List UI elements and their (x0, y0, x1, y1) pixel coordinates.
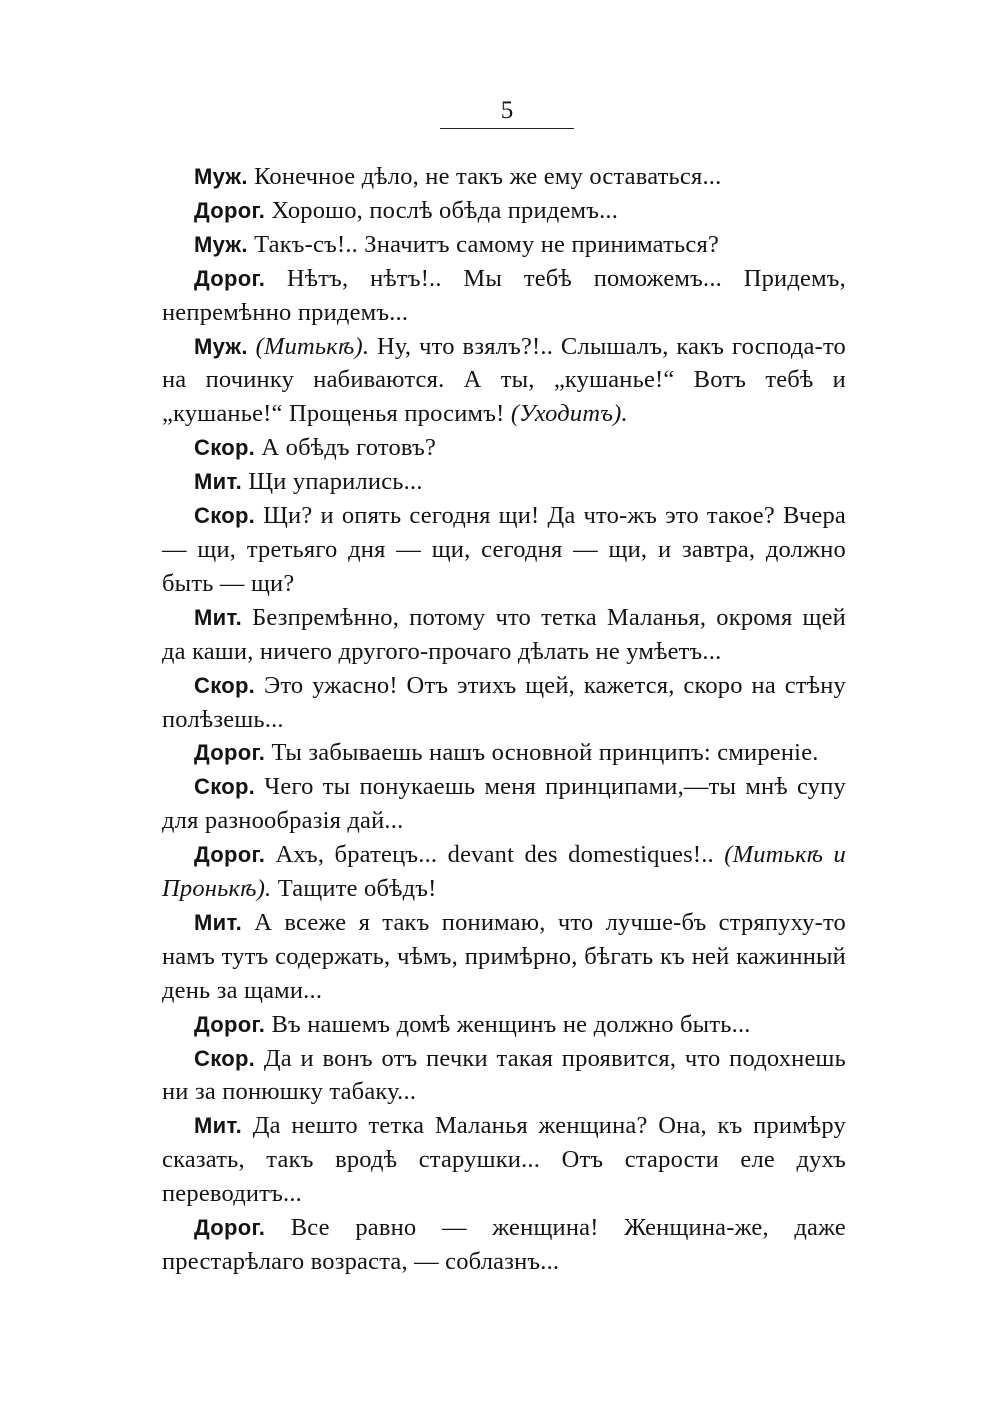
speaker-name: Скор. (194, 435, 256, 461)
stage-direction: (Митькѣ и Пронькѣ). (162, 841, 846, 903)
line-text: Хорошо, послѣ обѣда придемъ... (265, 196, 619, 224)
line-text: Въ нашемъ домѣ женщинъ не должно быть... (265, 1010, 751, 1038)
dialogue-line (162, 194, 846, 228)
dialogue-line (162, 262, 846, 330)
line-text: Да нешто тетка Маланья женщина? Она, къ примѣру сказать, такъ вродѣ старушки... Отъ старости еле духъ переводитъ... (162, 1112, 846, 1208)
stage-direction: (Уходитъ). (504, 400, 628, 428)
line-text: Чего ты понукаешь меня принципами,—ты мнѣ супу для разнообразія дай... (162, 773, 846, 835)
dialogue-line (162, 601, 846, 669)
stage-direction: (Митькѣ). (247, 332, 370, 360)
line-text: Ну, что взялъ?!.. Слышалъ, какъ господа-то на починку набиваются. А ты, „кушанье!“ Вотъ тебѣ и „кушанье!“ Прощенья просимъ! (162, 332, 846, 428)
page-number: 5 (500, 97, 514, 124)
speaker-name: Мит. (194, 909, 243, 935)
dialogue-line (162, 1109, 846, 1211)
speaker-name: Мит. (194, 604, 243, 630)
speaker-name: Скор. (194, 503, 256, 529)
line-text: Тащите обѣдъ! (271, 875, 437, 903)
dialogue-line (162, 838, 846, 906)
speaker-name: Дорог. (194, 1011, 266, 1037)
speaker-name: Скор. (194, 672, 256, 698)
dialogue-line (162, 1042, 846, 1110)
line-text: А обѣдъ готовъ? (255, 434, 437, 462)
page-number-rule (440, 128, 574, 129)
speaker-name: Дорог. (194, 1215, 266, 1241)
line-text: Ты забываешь нашъ основной принципъ: смиреніе. (265, 739, 819, 767)
speaker-name: Муж. (194, 231, 248, 257)
dialogue-line (162, 160, 846, 194)
dialogue-line (162, 906, 846, 1008)
line-text: Все равно — женщина! Женщина-же, даже престарѣлаго возраста, — соблазнъ... (162, 1214, 846, 1275)
line-text: Конечное дѣло, не такъ же ему оставаться... (247, 163, 722, 190)
dialogue-line (162, 431, 846, 465)
dialogue-line (162, 1008, 846, 1042)
dialogue-line (162, 465, 846, 499)
dialogue-line (162, 669, 846, 737)
line-text: Это ужасно! Отъ этихъ щей, кажется, скоро на стѣну полѣзешь... (162, 671, 846, 733)
speaker-name: Муж. (194, 164, 248, 189)
dialogue-line (162, 770, 846, 838)
dialogue-line (162, 330, 846, 432)
line-text: Ахъ, братецъ... devant des domestiques!.. (265, 841, 714, 869)
line-text: Щи? и опять сегодня щи! Да что-жъ это такое? Вчера — щи, третьяго дня — щи, сегодня — щи, и завтра, должно быть — щи? (162, 502, 846, 597)
speaker-name: Мит. (194, 1113, 243, 1139)
line-text: А всеже я такъ понимаю, что лучше-бъ стряпуху-то намъ тутъ содержать, чѣмъ, примѣрно, бѣгать къ ней кажинный день за щами... (162, 908, 846, 1004)
speaker-name: Скор. (194, 774, 256, 800)
dialogue-line (162, 1211, 846, 1279)
dialogue-line (162, 499, 846, 601)
line-text: Да и вонъ отъ печки такая проявится, что подохнешь ни за понюшку табаку... (162, 1044, 846, 1106)
dialogue-line (162, 228, 846, 262)
speaker-name: Дорог. (194, 842, 266, 868)
dialogue-line (162, 736, 846, 770)
line-text: Нѣтъ, нѣтъ!.. Мы тебѣ поможемъ... Придемъ, непремѣнно придемъ... (162, 264, 846, 326)
line-text: Безпремѣнно, потому что тетка Маланья, окромя щей да каши, ничего другого-прочаго дѣлать не умѣетъ... (162, 603, 846, 665)
line-text: Такъ-съ!.. Значитъ самому не приниматься? (247, 230, 720, 258)
speaker-name: Мит. (194, 469, 243, 495)
speaker-name: Дорог. (194, 740, 266, 766)
line-text: Щи упарились... (242, 468, 423, 496)
speaker-name: Муж. (194, 333, 248, 359)
speaker-name: Скор. (194, 1045, 256, 1071)
dialogue-text (162, 160, 846, 1279)
speaker-name: Дорог. (194, 197, 266, 223)
speaker-name: Дорог. (194, 265, 266, 291)
